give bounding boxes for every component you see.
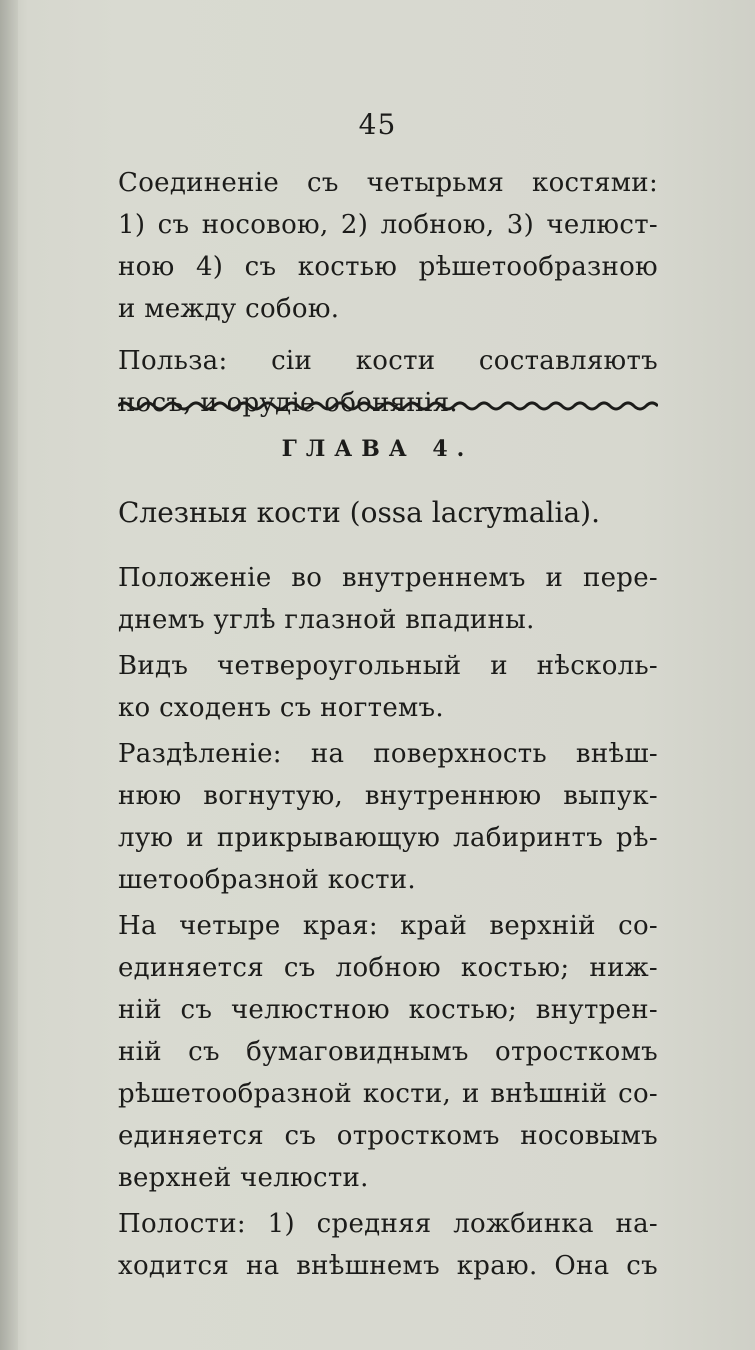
page-gutter: [0, 0, 18, 1350]
text-line: Положеніе во внутреннемъ и пере-: [118, 563, 658, 593]
text-line: ко сходенъ съ ногтемъ.: [118, 693, 444, 723]
text-line: ній съ бумаговиднымъ отросткомъ: [118, 1037, 658, 1067]
text-line: и между собою.: [118, 294, 340, 324]
paragraph-division: [118, 733, 658, 901]
paragraph-position: [118, 557, 658, 641]
text-line: Польза: сіи кости составляютъ: [118, 346, 658, 376]
text-line: ходится на внѣшнемъ краю. Она съ: [118, 1251, 658, 1281]
chapter-heading: ГЛАВА 4.: [281, 436, 474, 462]
text-line: верхней челюсти.: [118, 1163, 369, 1193]
text-line: нюю вогнутую, внутреннюю выпук-: [118, 781, 658, 811]
text-line: единяется съ отросткомъ носовымъ: [118, 1121, 658, 1151]
paragraph-cavities: [118, 1203, 658, 1287]
chapter-subtitle: Слезныя кости (ossa lacrymalia).: [118, 496, 600, 529]
ornamental-divider: [118, 398, 658, 414]
text-line: рѣшетообразной кости, и внѣшній со-: [118, 1079, 658, 1109]
paragraph-connection: [118, 162, 658, 330]
text-line: Видъ четвероугольный и нѣсколь-: [118, 651, 658, 681]
text-line: ною 4) съ костью рѣшетообразною: [118, 252, 658, 282]
paragraph-edges: [118, 905, 658, 1199]
text-line: 1) съ носовою, 2) лобною, 3) челюст-: [118, 210, 658, 240]
text-line: На четыре края: край верхній со-: [118, 911, 658, 941]
text-line: лую и прикрывающую лабиринтъ рѣ-: [118, 823, 658, 853]
main-text-block: [118, 557, 658, 1287]
text-line: днемъ углѣ глазной впадины.: [118, 605, 535, 635]
intro-text-block: [118, 162, 658, 424]
text-line: единяется съ лобною костью; ниж-: [118, 953, 658, 983]
text-line: Соединеніе съ четырьмя костями:: [118, 168, 658, 198]
paragraph-shape: [118, 645, 658, 729]
text-line: Полости: 1) средняя ложбинка на-: [118, 1209, 658, 1239]
text-line: Раздѣленіе: на поверхность внѣш-: [118, 739, 658, 769]
page-number: 45: [358, 108, 397, 141]
text-line: ній съ челюстною костью; внутрен-: [118, 995, 658, 1025]
text-line: шетообразной кости.: [118, 865, 416, 895]
text-line: носъ, и орудіе обонянія.: [118, 388, 458, 418]
